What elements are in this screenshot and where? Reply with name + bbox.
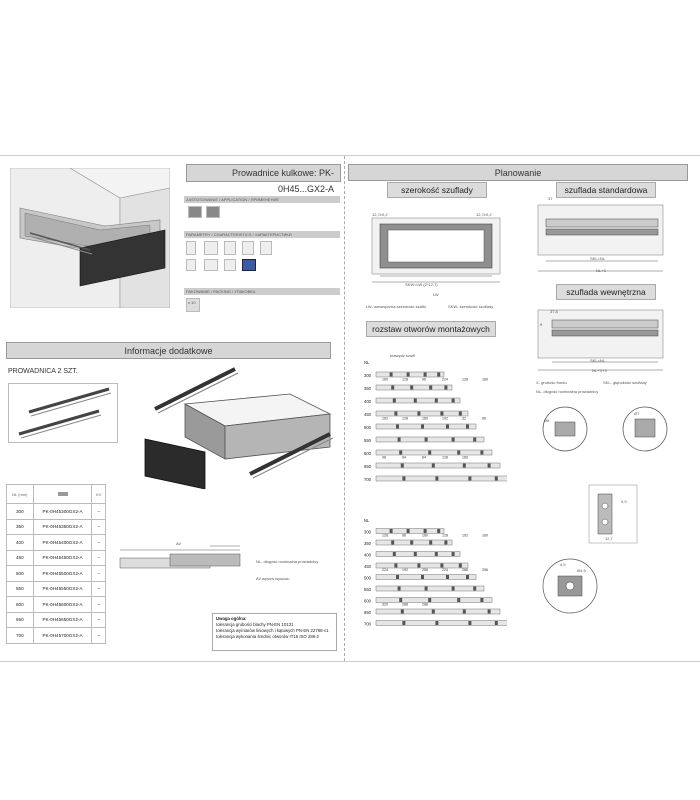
standard-drawer-diagram (536, 201, 666, 276)
hole-dimension: 288 (422, 602, 428, 607)
mount-hole (488, 610, 491, 614)
mount-hole (424, 373, 427, 377)
mount-hole (463, 464, 466, 468)
mount-hole (452, 438, 455, 442)
hole-dimension: 192 (382, 416, 388, 421)
hole-dimension: 128 (442, 533, 448, 538)
mount-hole (410, 541, 413, 545)
mount-hole (444, 386, 447, 390)
mount-hole (473, 438, 476, 442)
param-icon-2 (204, 241, 218, 255)
row-label: 650 (364, 464, 371, 469)
row-label: 650 (364, 610, 371, 615)
hole-dimension: 288 (462, 567, 468, 572)
av-label: AV (176, 541, 182, 546)
drawer-width-diagram (366, 204, 506, 294)
hole-dimension: 96 (482, 416, 486, 421)
av-note: AV-wysuw wysuwu (256, 576, 290, 581)
slide-extension-diagram (115, 544, 245, 584)
hole-dimension: 128 (402, 416, 408, 421)
mount-hole (391, 541, 394, 545)
holes-title: rozstaw otworów montażowych (366, 321, 496, 337)
mount-hole (446, 425, 449, 429)
mount-hole (414, 552, 417, 556)
product-title: Prowadnice kulkowe: PK-0H45...GX2-A (186, 164, 341, 182)
mount-hole (457, 451, 460, 455)
mount-hole (495, 477, 498, 481)
front-edge-label: krawędź szufli (390, 353, 416, 358)
mount-hole (390, 529, 393, 533)
row-label: 400 (364, 399, 371, 404)
hole-dimension: 128 (382, 533, 388, 538)
rail-bar (376, 372, 444, 377)
d6-label: Ø6 (544, 418, 550, 423)
general-note (212, 613, 337, 651)
rail-bar (376, 424, 476, 429)
mount-hole (399, 451, 402, 455)
mount-hole (429, 386, 432, 390)
mount-hole (396, 575, 399, 579)
rail-bar (376, 575, 476, 580)
param-icon-8 (224, 259, 236, 271)
dim-12-7: 12,7 (605, 536, 613, 541)
mount-hole (452, 587, 455, 591)
mount-hole (466, 575, 469, 579)
parts-table (6, 484, 106, 644)
mount-hole (394, 564, 397, 568)
mount-hole (428, 598, 431, 602)
mount-hole (393, 552, 396, 556)
hole-dimension: 128 (462, 377, 468, 382)
hole-dimension: 224 (382, 567, 388, 572)
mount-hole (429, 541, 432, 545)
hole-dimension: 160 (382, 377, 388, 382)
lw-note: LW- wewnętrzna szerokość szafki (366, 304, 426, 309)
mount-hole (435, 477, 438, 481)
mount-hole (428, 451, 431, 455)
row-label: 500 (364, 575, 371, 581)
info-header: Informacje dodatkowe (6, 342, 331, 359)
table-header-kv: KV (92, 485, 106, 504)
general-note-line: tolerancja wykonania średnic otworów IT15 ISO 286-2 (216, 634, 319, 639)
param-icon-4 (242, 241, 254, 255)
gap-left: 12,7±0,2 (372, 212, 388, 217)
planning-header: Planowanie (348, 164, 688, 181)
hole-dimension: 160 (482, 533, 488, 538)
mount-hole (393, 399, 396, 403)
row-label: 550 (364, 438, 371, 443)
row-label: 450 (364, 564, 371, 569)
hole-dimension: 224 (442, 377, 448, 382)
nl-plus: NL+3 (596, 268, 606, 273)
mount-hole (391, 386, 394, 390)
general-note-title: Uwaga ogólna: (216, 616, 247, 621)
general-note-line: tolerancja wymiarów liniowych i kątowych PN-EN 22768-c1 (216, 628, 329, 633)
param-icon-3 (224, 241, 236, 255)
hole-dimension: 64 (422, 455, 426, 460)
inner-drawer-diagram (536, 306, 666, 376)
rail-bar (376, 586, 484, 591)
skl-nl-2: SKL=NL (590, 358, 606, 363)
hole-dimension: 64 (402, 455, 406, 460)
row-label: 400 (364, 552, 371, 558)
row-label: 350 (364, 386, 371, 391)
hole-dimension: 96 (382, 455, 386, 460)
hole-dimension: 256 (482, 567, 488, 572)
mount-hole (417, 564, 420, 568)
nl-x3: NL+X+3 (592, 368, 607, 373)
mount-hole (459, 412, 462, 416)
pair-label: PROWADNICA 2 SZT. (8, 368, 78, 375)
mount-hole (437, 373, 440, 377)
gap-right: 12,7±0,2 (476, 212, 492, 217)
mount-hole (435, 552, 438, 556)
mount-hole (446, 575, 449, 579)
packing-label: PAKOWANIE / PACKING / УПАКОВКА (184, 288, 340, 295)
mount-hole (452, 399, 455, 403)
cabinet-drawer-illustration (10, 168, 170, 308)
mount-hole (421, 575, 424, 579)
lw-dim: LW (433, 292, 439, 297)
mount-hole (488, 464, 491, 468)
mount-hole (421, 425, 424, 429)
dim-9: 9 (540, 322, 543, 327)
row-label: 600 (364, 598, 371, 604)
mount-hole (444, 541, 447, 545)
application-icon-1 (188, 206, 202, 218)
table-header-code (33, 485, 92, 504)
mount-hole (402, 621, 405, 625)
mount-hole (425, 438, 428, 442)
application-label: ZASTOSOWANIE / APPLICATION / ПРИМЕНЕНИЕ (184, 196, 340, 203)
mount-hole (401, 464, 404, 468)
rail-bar (376, 609, 500, 614)
mount-hole (463, 610, 466, 614)
d4-5-label: Ø4,5 (577, 568, 586, 573)
rail-bar (376, 385, 452, 390)
hole-dimension: 32 (462, 416, 466, 421)
row-label: 600 (364, 451, 371, 456)
mount-hole (402, 477, 405, 481)
hole-detail-circle-3 (540, 556, 600, 616)
mount-hole (432, 610, 435, 614)
hole-dimension: 192 (442, 416, 448, 421)
slide-icon (58, 492, 68, 496)
row-label: NL (364, 518, 370, 523)
param-icon-1 (186, 241, 196, 255)
hole-dimension: 192 (462, 533, 468, 538)
hole-dimension: 288 (402, 602, 408, 607)
table-row: 300 PK-0H45300GX2-A – (7, 504, 106, 520)
param-icon-5 (260, 241, 272, 255)
rail-bar (376, 437, 484, 442)
hole-dimension: 256 (422, 567, 428, 572)
hole-dimension: 320 (382, 602, 388, 607)
skw-dim: SKW=LW-(2*12,7) (405, 282, 438, 287)
dim-4-5: 4,5 (560, 562, 566, 567)
skw-note: SKW- szerokość szuflady (448, 304, 494, 309)
hole-dimension: 160 (482, 377, 488, 382)
mount-hole (407, 373, 410, 377)
mount-hole (495, 621, 498, 625)
table-row: 350 PK-0H45350GX2-A – (7, 519, 106, 535)
row-label: 300 (364, 529, 371, 535)
mount-hole (480, 451, 483, 455)
table-row: 600 PK-0H45600GX2-A – (7, 597, 106, 613)
rail-bar (376, 598, 492, 603)
hole-dimension: 160 (422, 416, 428, 421)
param-icon-7 (204, 259, 218, 271)
row-label: 350 (364, 541, 371, 546)
row-label: NL (364, 360, 370, 365)
parameters-label: PARAMETRY / CHARACTERISTICS / ХАРАКТЕРИСТИКИ (184, 231, 340, 238)
table-header-nl: NL (mm) (7, 485, 34, 504)
row-label: 500 (364, 425, 371, 430)
mount-hole (394, 412, 397, 416)
dim-0-9: 0,9 (621, 499, 627, 504)
table-row: 550 PK-0H45550GX2-A – (7, 581, 106, 597)
param-icon-6 (186, 259, 196, 271)
table-row: 400 PK-0H45400GX2-A – (7, 535, 106, 551)
mount-hole (435, 399, 438, 403)
nl-note: NL- długość nominalna prowadnicy (256, 559, 319, 564)
slide-pair-photo (8, 383, 118, 443)
general-note-line: tolerancja grubości blachy PN-EN 10131 (216, 622, 294, 627)
mount-hole (480, 598, 483, 602)
mount-hole (398, 587, 401, 591)
rail-bar (376, 411, 468, 416)
hole-dimension: 96 (422, 377, 426, 382)
rail-bar (376, 552, 460, 557)
hole-dimension: 160 (462, 455, 468, 460)
rail-bar (376, 621, 507, 626)
mount-hole (417, 412, 420, 416)
width-title: szerokość szuflady (387, 182, 487, 198)
mount-hole (466, 425, 469, 429)
mount-hole (396, 425, 399, 429)
mount-hole (390, 373, 393, 377)
rail-bar (376, 540, 452, 545)
rail-bar (376, 398, 460, 403)
row-label: 550 (364, 587, 371, 592)
mount-hole (468, 477, 471, 481)
mount-hole (398, 438, 401, 442)
d7-label: Ø7 (634, 411, 640, 416)
mount-hole (440, 412, 443, 416)
hole-dimension: 160 (422, 533, 428, 538)
mount-hole (425, 587, 428, 591)
hole-dimension: 96 (402, 533, 406, 538)
dim-37-8: 37,8 (550, 309, 558, 314)
3d-icon (242, 259, 256, 271)
mount-hole (414, 399, 417, 403)
drawing-sheet (0, 155, 700, 662)
mount-hole (468, 621, 471, 625)
mount-hole (410, 386, 413, 390)
rail-bar (376, 476, 507, 481)
bracket-detail (588, 484, 638, 544)
mount-hole (432, 464, 435, 468)
table-row: 450 PK-0H45450GX2-A – (7, 550, 106, 566)
x-note: X- grubość frontu (536, 380, 567, 385)
hole-detail-circle-2 (620, 404, 670, 454)
hole-detail-circle-1 (540, 404, 590, 454)
rail-bar (376, 450, 492, 455)
standard-title: szuflada standardowa (556, 182, 656, 198)
rail-bar (376, 463, 500, 468)
hole-dimension: 128 (442, 455, 448, 460)
hole-dimension: 128 (402, 377, 408, 382)
nl-note-right: NL- długość nominalna prowadnicy (536, 389, 599, 394)
skl-nl: SKL=NL (590, 256, 606, 261)
row-label: 300 (364, 373, 371, 378)
table-row: 500 PK-0H45500GX2-A – (7, 566, 106, 582)
hole-spacing-diagram-bottom (362, 511, 507, 631)
mount-hole (457, 598, 460, 602)
table-row: 650 PK-0H45650GX2-A – (7, 612, 106, 628)
page-divider (344, 156, 345, 661)
mount-hole (401, 610, 404, 614)
inner-title: szuflada wewnętrzna (556, 284, 656, 300)
table-row: 700 PK-0H45700GX2-A – (7, 628, 106, 644)
dim-37: 37 (548, 196, 553, 201)
mount-hole (452, 552, 455, 556)
application-icon-2 (206, 206, 220, 218)
mount-hole (473, 587, 476, 591)
drawer-assembly-illustration (140, 364, 340, 489)
hole-dimension: 192 (402, 567, 408, 572)
row-label: 700 (364, 477, 371, 482)
row-label: 700 (364, 621, 371, 627)
hole-spacing-diagram-top (362, 351, 507, 491)
pack-qty: x 10 (188, 300, 196, 305)
hole-dimension: 224 (442, 567, 448, 572)
mount-hole (437, 529, 440, 533)
row-label: 450 (364, 412, 371, 417)
mount-hole (407, 529, 410, 533)
mount-hole (435, 621, 438, 625)
skl-note: SKL- głębokość szuflady (603, 380, 647, 385)
